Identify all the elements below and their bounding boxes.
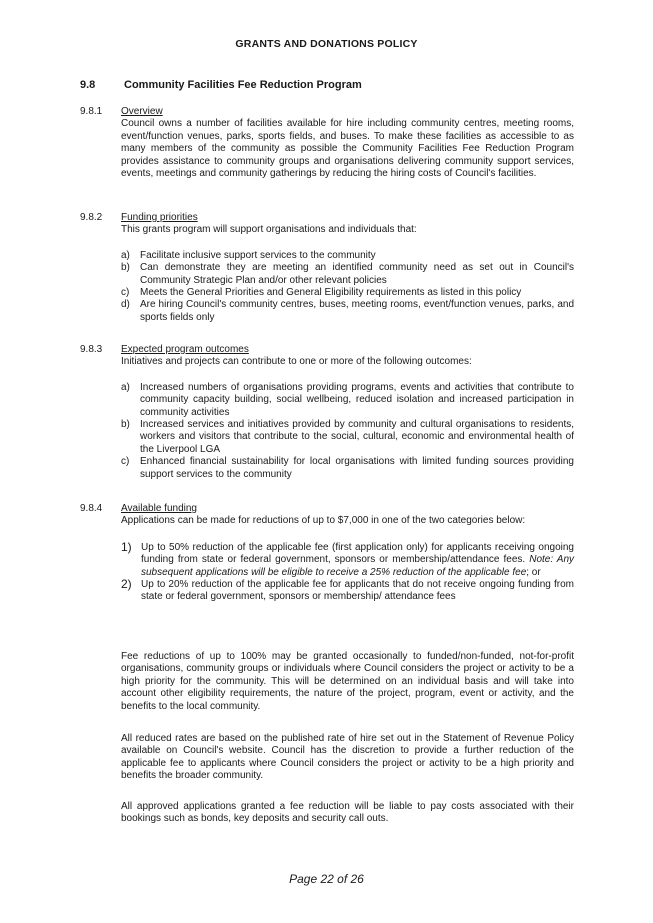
subsection-heading: Funding priorities	[121, 212, 198, 223]
subsection-number: 9.8.2	[80, 212, 103, 223]
list-item: 1) Up to 50% reduction of the applicable fee (first application only) for applicants receiving ongoing funding from state or federal government, sponsors or membership/attendance fees. Note: Any subsequent applications will be eligible to receive a 25% reduction of the applicable fee; or	[121, 539, 575, 578]
list-item: c) Meets the General Priorities and General Eligibility requirements as listed in this policy	[121, 287, 522, 299]
section-heading	[80, 79, 362, 91]
list-item: c) Enhanced financial sustainability for local organisations with limited funding sources providing support services to the community	[121, 456, 574, 480]
page-number: Page 22 of 26	[289, 872, 364, 886]
list-item: a) Facilitate inclusive support services to the community	[121, 249, 376, 261]
paragraph-fee-reductions: Fee reductions of up to 100% may be granted occasionally to funded/non-funded, not-for-profit organisations, community groups or individuals where Council considers the project or activity to be a high priority for the community. This will be determined on an individual basis and will take into account other eligibility requirements, the nature of the project, program, event or activity, and the benefits to the local community.	[121, 651, 574, 712]
subsection-intro: Initiatives and projects can contribute to one or more of the following outcomes:	[121, 356, 472, 368]
subsection-number: 9.8.3	[80, 344, 103, 355]
list-item: b) Increased services and initiatives provided by community and cultural organisations to residents, workers and visitors that contribute to the social, cultural, economic and environmental health of the Liverpool LGA	[121, 419, 574, 455]
funding-categories-list	[121, 539, 575, 604]
priorities-list	[121, 250, 574, 324]
list-item: d) Are hiring Council's community centres, buses, meeting rooms, event/function venues, parks, and sports fields only	[121, 299, 574, 323]
list-item: b) Can demonstrate they are meeting an identified community need as set out in Council's Community Strategic Plan and/or other relevant policies	[121, 262, 574, 286]
subsection-number: 9.8.4	[80, 503, 103, 514]
section-title: Community Facilities Fee Reduction Program	[124, 79, 362, 91]
outcomes-list	[121, 382, 574, 481]
document-header: GRANTS AND DONATIONS POLICY	[235, 38, 418, 50]
list-item: a) Increased numbers of organisations providing programs, events and activities that contribute to community capacity building, social wellbeing, reduced isolation and increased participation in community activities	[121, 381, 574, 418]
subsection-heading: Expected program outcomes	[121, 344, 249, 355]
paragraph-approved-applications: All approved applications granted a fee reduction will be liable to pay costs associated with their bookings such as bonds, key deposits and security call outs.	[121, 801, 574, 825]
subsection-heading: Overview	[121, 106, 163, 117]
subsection-heading: Available funding	[121, 503, 197, 514]
subsection-intro: Applications can be made for reductions of up to $7,000 in one of the two categories below:	[121, 515, 526, 527]
list-item: 2) Up to 20% reduction of the applicable fee for applicants that do not receive ongoing funding from state or federal government, sponsors or membership/ attendance fees	[121, 577, 574, 603]
section-number: 9.8	[80, 79, 96, 91]
overview-body: Council owns a number of facilities available for hire including community centres, meeting rooms, event/function venues, parks, sports fields, and buses. To make these facilities as accessible to as many members of the community as possible the Community Facilities Fee Reduction Program provides assistance to community groups and organisations delivering community support services, events, meetings and community gatherings by reducing the hiring costs of Council's facilities.	[121, 118, 574, 180]
subsection-intro: This grants program will support organisations and individuals that:	[121, 224, 417, 236]
paragraph-reduced-rates: All reduced rates are based on the published rate of hire set out in the Statement of Revenue Policy available on Council's website. Council has the discretion to provide a further reduction of the applicable fee to applicants where Council considers the project or activity to be a high priority and benefits the broader community.	[121, 733, 574, 782]
note-text: Note: Any subsequent applications will be eligible to receive a 25% reduction of the applicable fee	[141, 554, 575, 578]
subsection-number: 9.8.1	[80, 106, 103, 117]
